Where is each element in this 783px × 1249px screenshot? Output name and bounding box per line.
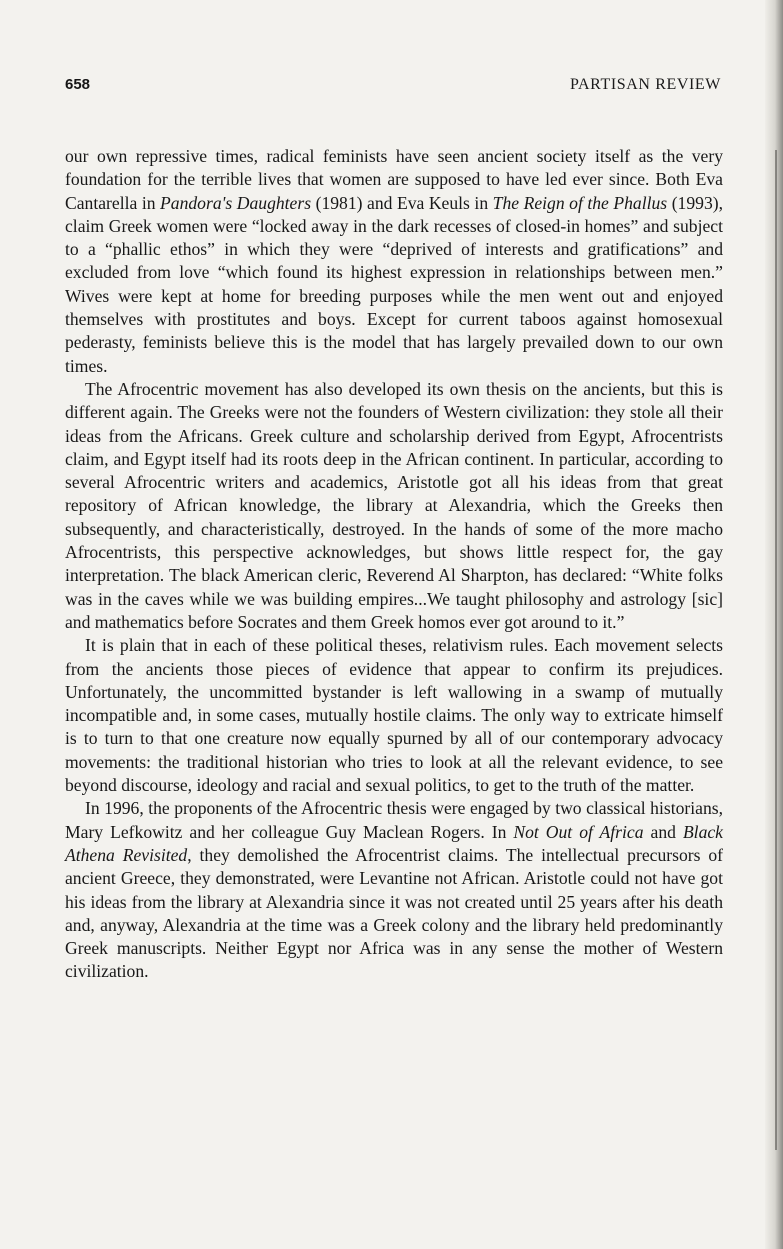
running-head: PARTISAN REVIEW <box>569 76 721 93</box>
text-segment: , they demolished the Afrocentrist claims. The intellectual precursors of ancient Greece, they demonstrated, were Levantine not African. Aristotle could not have got his ideas from the library at Alexandria since it was not created until 25 years after his death and, anyway, Alexandria at the time was a Greek colony and the library held predominantly Greek manuscripts. Neither Egypt nor Africa was in any sense the mother of Western civilization. <box>65 844 724 982</box>
book-title-pandoras-daughters: Pandora's Daughters <box>160 192 312 213</box>
paragraph-feminist-thesis <box>65 145 723 378</box>
spine-edge-line <box>775 150 777 1150</box>
paragraph-relativism <box>65 634 723 797</box>
book-title-not-out-of-africa: Not Out of Africa <box>513 821 644 842</box>
book-title-black-athena-revisited: Black Athena Revisited <box>65 821 723 865</box>
page-header <box>65 76 721 98</box>
text-segment: (1981) and Eva Keuls in <box>311 192 493 213</box>
book-spine-shadow <box>765 0 783 1249</box>
paragraph-afrocentric-thesis <box>65 378 723 634</box>
text-segment: The Afrocentric movement has also developed its own thesis on the ancients, but this is different again. The Greeks were not the founders of Western civilization: they stole all their ideas from the Africans. Greek culture and scholarship derived from Egypt, Afrocentrists claim, and Egypt itself had its roots deep in the African continent. In particular, according to several Afrocentric writers and academics, Aristotle got all his ideas from that great repository of African knowledge, the library at Alexandria, which the Greeks then subsequently, and characteristically, destroyed. In the hands of some of the more macho Afrocentrists, this perspective acknowledges, but shows little respect for, the gay interpretation. The black American cleric, Reverend Al Sharpton, has declared: “White folks was in the caves while we was building empires...We taught philosophy and astrology [sic] and mathematics before Socrates and them Greek homos ever got around to it.” <box>65 378 723 632</box>
text-segment: and <box>643 821 683 842</box>
body-text <box>65 145 723 984</box>
page-number: 658 <box>65 76 91 93</box>
text-segment: It is plain that in each of these political theses, relativism rules. Each movement selects from the ancients those pieces of evidence that appear to confirm its prejudices. Unfortunately, the uncommitted bystander is left wallowing in a swamp of mutually incompatible and, in some cases, mutually hostile claims. The only way to extricate himself is to turn to that one creature now equally spurned by all of our contemporary advocacy movements: the traditional historian who tries to look at all the relevant evidence, to see beyond discourse, ideology and racial and sexual politics, to get to the truth of the matter. <box>65 635 723 796</box>
text-segment: our own repressive times, radical feminists have seen ancient society itself as the very foundation for the terrible lives that women are supposed to have led ever since. Both Eva Cantarella in <box>65 146 723 213</box>
text-segment: (1993), claim Greek women were “locked away in the dark recesses of closed-in homes” and subject to a “phallic ethos” in which they were “deprived of interests and gratifications” and excluded from love “which found its highest expression in relationships between men.” Wives were kept at home for breeding purposes while the men went out and enjoyed themselves with prostitutes and boys. Except for current taboos against homosexual pederasty, feminists believe this is the model that has largely prevailed down to our own times. <box>65 192 723 376</box>
text-segment: In 1996, the proponents of the Afrocentric thesis were engaged by two classical historians, Mary Lefkowitz and her colleague Guy Maclean Rogers. In <box>65 798 723 842</box>
paragraph-lefkowitz-rogers <box>65 797 723 983</box>
book-title-reign-of-the-phallus: The Reign of the Phallus <box>492 192 668 213</box>
